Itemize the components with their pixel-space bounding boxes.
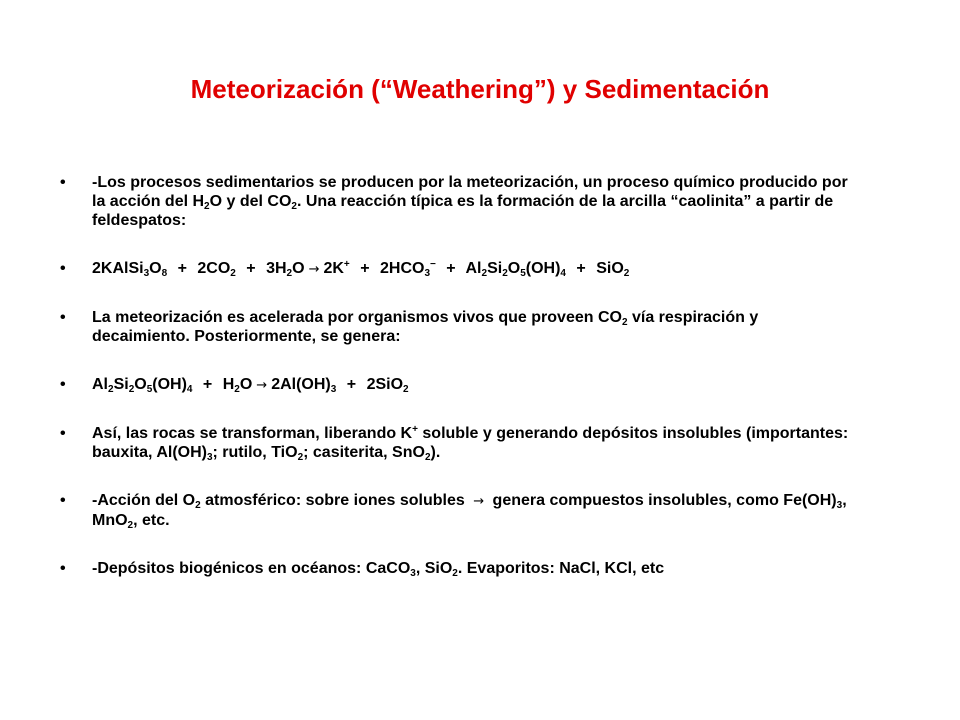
- reaction-arrow-icon: →: [473, 494, 485, 509]
- subscript: 2: [621, 317, 628, 328]
- text: La meteorización es acelerada por organismos vivos que proveen CO: [92, 309, 622, 326]
- subscript: 8: [161, 268, 168, 279]
- subscript: 2: [234, 384, 240, 395]
- subscript: 2: [297, 452, 304, 463]
- formula-part: 2Al(OH): [271, 376, 331, 393]
- bullet-biogenic-deposits: [58, 559, 858, 578]
- subscript: 2: [502, 268, 508, 279]
- subscript: 3: [410, 568, 416, 579]
- subscript: 4: [186, 384, 193, 395]
- text: -Acción del O: [92, 492, 196, 509]
- superscript: −: [430, 259, 436, 270]
- text: , SiO: [415, 560, 453, 577]
- subscript: 3: [143, 268, 150, 279]
- text: atmosférico: sobre iones solubles: [200, 492, 470, 509]
- text: O y del CO: [209, 193, 292, 210]
- formula-part: 2K: [323, 260, 344, 277]
- formula-part: Si: [113, 376, 129, 393]
- subscript: 2: [204, 201, 210, 212]
- formula-part: + SiO: [565, 260, 624, 277]
- formula-part: O: [292, 260, 305, 277]
- text: ).: [430, 444, 441, 461]
- formula-part: + 2CO: [167, 260, 231, 277]
- subscript: 2: [403, 384, 409, 395]
- subscript: 3: [836, 500, 843, 511]
- subscript: 5: [520, 268, 526, 279]
- bullet-atmospheric-oxygen: [58, 491, 858, 530]
- formula-part: + Al: [435, 260, 482, 277]
- text: . Evaporitos: NaCl, KCl, etc: [457, 560, 665, 577]
- bullet-living-organisms: [58, 308, 858, 346]
- formula-part: 2KAlSi: [92, 260, 144, 277]
- superscript: +: [412, 424, 418, 435]
- subscript: 3: [330, 384, 337, 395]
- text: -Los procesos sedimentarios se producen por la meteorización, un proceso químico producido por la acción del H: [92, 174, 848, 210]
- text: soluble y generando depósitos insolubles (importantes: bauxita, Al(OH): [92, 425, 849, 461]
- text: -Depósitos biogénicos en océanos: CaCO: [92, 560, 411, 577]
- subscript: 2: [127, 520, 134, 531]
- formula-part: Si: [487, 260, 503, 277]
- bullet-list: [58, 173, 858, 607]
- formula-part: + 3H: [235, 260, 287, 277]
- subscript: 2: [424, 452, 431, 463]
- bullet-feldspar-reaction: [58, 259, 858, 279]
- text: ; rutilo, TiO: [212, 444, 298, 461]
- subscript: 3: [206, 452, 213, 463]
- subscript: 3: [424, 268, 431, 279]
- reaction-arrow-icon: →: [256, 378, 268, 393]
- subscript: 4: [560, 268, 566, 279]
- slide-title: Meteorización (“Weathering”) y Sedimentación: [190, 74, 770, 104]
- formula-part: O: [507, 260, 521, 277]
- formula-part: O: [149, 260, 162, 277]
- formula-part: Al: [92, 376, 108, 393]
- subscript: 2: [286, 268, 293, 279]
- subscript: 2: [291, 201, 297, 212]
- formula-part: O: [134, 376, 147, 393]
- text: genera compuestos insolubles, como Fe(OH): [488, 492, 837, 509]
- text: ; casiterita, SnO: [303, 444, 425, 461]
- subscript: 2: [108, 384, 114, 395]
- subscript: 2: [128, 384, 135, 395]
- bullet-rock-transformation: [58, 424, 858, 462]
- subscript: 5: [146, 384, 153, 395]
- formula-part: (OH): [152, 376, 187, 393]
- subscript: 2: [195, 500, 201, 511]
- formula-part: O: [239, 376, 253, 393]
- formula-part: + H: [192, 376, 235, 393]
- superscript: +: [343, 259, 350, 270]
- bullet-sedimentary-processes: [58, 173, 858, 230]
- subscript: 2: [623, 268, 630, 279]
- formula-part: (OH): [525, 260, 561, 277]
- subscript: 2: [452, 568, 458, 579]
- formula-part: + 2HCO: [349, 260, 425, 277]
- formula-part: + 2SiO: [336, 376, 404, 393]
- subscript: 2: [230, 268, 236, 279]
- subscript: 2: [481, 268, 488, 279]
- text: vía respiración y decaimiento. Posteriormente, se genera:: [92, 309, 759, 345]
- text: , etc.: [133, 512, 170, 529]
- text: . Una reacción típica es la formación de la arcilla “caolinita” a partir de feldespatos:: [92, 193, 834, 229]
- text: Así, las rocas se transforman, liberando K: [92, 425, 413, 442]
- text: , MnO: [92, 492, 847, 529]
- reaction-arrow-icon: →: [308, 262, 320, 277]
- bullet-kaolinite-reaction: [58, 375, 858, 395]
